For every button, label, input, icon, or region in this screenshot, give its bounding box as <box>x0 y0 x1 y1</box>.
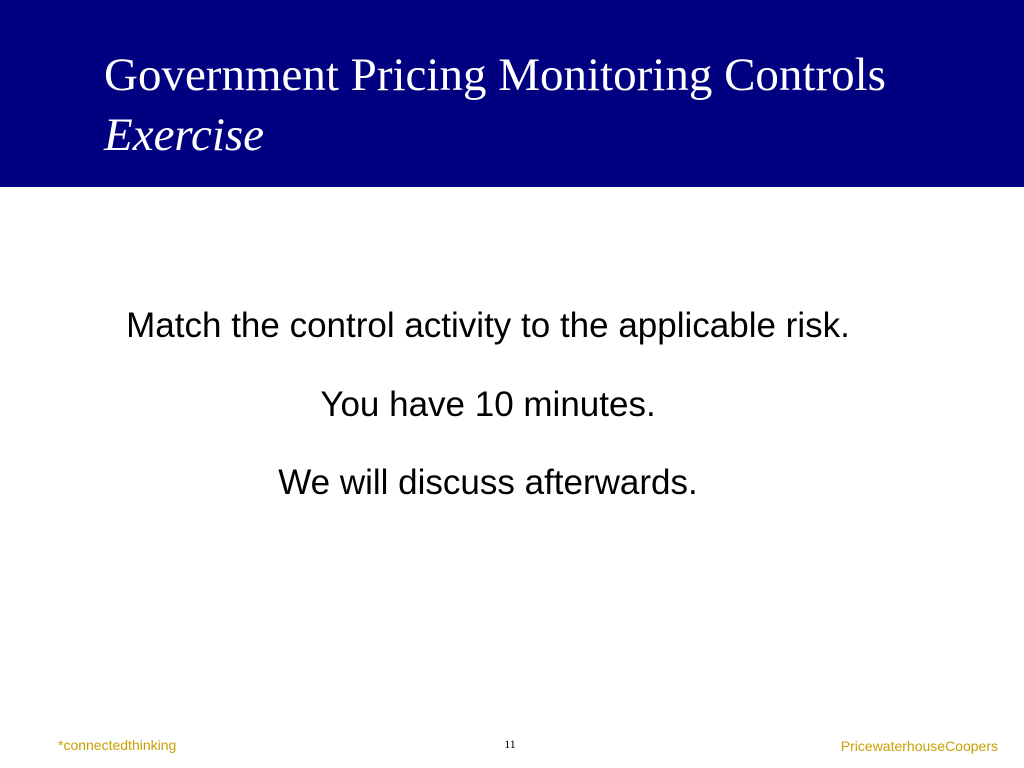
time-limit-text: You have 10 minutes. <box>320 385 656 424</box>
instruction-text: Match the control activity to the applicable risk. <box>126 306 850 345</box>
slide-subtitle: Exercise <box>104 109 265 161</box>
footer-tagline: *connectedthinking <box>58 737 177 753</box>
page-number: 11 <box>504 737 516 751</box>
discussion-text: We will discuss afterwards. <box>278 463 698 502</box>
footer-company-name: PricewaterhouseCoopers <box>840 738 998 754</box>
title-banner <box>0 0 1024 187</box>
slide-title: Government Pricing Monitoring Controls <box>104 49 886 101</box>
